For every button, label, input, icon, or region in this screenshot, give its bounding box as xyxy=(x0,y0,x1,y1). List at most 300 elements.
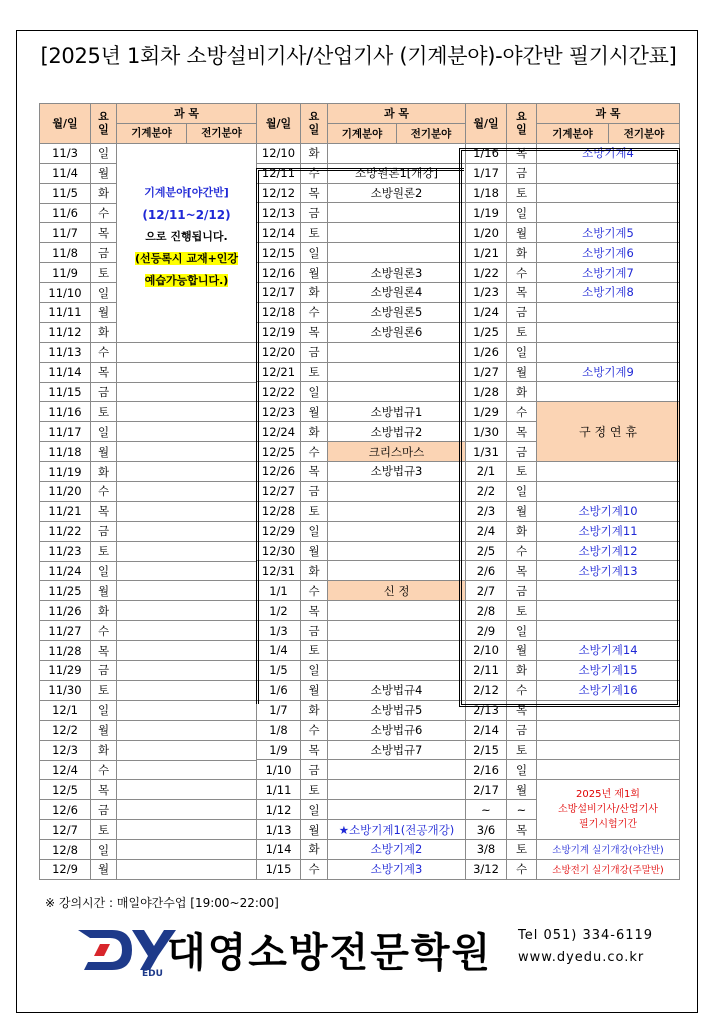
table-row xyxy=(40,422,257,442)
table-row xyxy=(257,601,466,621)
day-cell: 화 xyxy=(91,462,117,482)
header-elec: 전기분야 xyxy=(609,123,680,143)
day-cell: 목 xyxy=(301,601,328,621)
subject-cell: 소방법규6 xyxy=(328,720,466,740)
subject-cell xyxy=(328,601,466,621)
subject-cell: 소방기계13 xyxy=(537,561,680,581)
table-row xyxy=(466,700,680,720)
day-cell: 월 xyxy=(301,263,328,283)
header-mech: 기계분야 xyxy=(328,123,397,143)
subject-cell xyxy=(537,581,680,601)
date-cell: 2/17 xyxy=(466,780,507,800)
date-cell: 11/12 xyxy=(40,322,91,342)
table-row xyxy=(257,442,466,462)
table-row xyxy=(466,481,680,501)
table-row xyxy=(40,581,257,601)
table-row xyxy=(466,342,680,362)
table-row xyxy=(40,402,257,422)
date-cell: 12/24 xyxy=(257,422,301,442)
subject-cell xyxy=(328,780,466,800)
day-cell: 토 xyxy=(301,501,328,521)
date-cell: 1/25 xyxy=(466,322,507,342)
table-row xyxy=(40,342,257,362)
date-cell: 12/11 xyxy=(257,163,301,183)
subject-cell xyxy=(537,481,680,501)
day-cell: 토 xyxy=(507,601,537,621)
date-cell: 12/26 xyxy=(257,462,301,482)
day-cell: 화 xyxy=(507,660,537,680)
table-row xyxy=(40,362,257,382)
subject-cell xyxy=(537,342,680,362)
date-cell: 12/6 xyxy=(40,800,91,820)
date-cell: 11/3 xyxy=(40,143,91,163)
day-cell: 수 xyxy=(507,263,537,283)
day-cell: 금 xyxy=(507,163,537,183)
date-cell: 12/14 xyxy=(257,223,301,243)
table-row xyxy=(257,780,466,800)
date-cell: 1/15 xyxy=(257,859,301,879)
table-row xyxy=(40,800,257,820)
date-cell: 11/22 xyxy=(40,521,91,541)
date-cell: 2/12 xyxy=(466,680,507,700)
header-date: 월/일 xyxy=(257,104,301,144)
date-cell: 12/30 xyxy=(257,541,301,561)
date-cell: 11/5 xyxy=(40,183,91,203)
day-cell: 목 xyxy=(507,143,537,163)
day-cell: 일 xyxy=(91,700,117,720)
subject-cell xyxy=(117,521,257,541)
header-mech: 기계분야 xyxy=(537,123,609,143)
date-cell: 1/12 xyxy=(257,800,301,820)
day-cell: 토 xyxy=(91,541,117,561)
subject-cell xyxy=(328,660,466,680)
day-cell: 금 xyxy=(91,521,117,541)
subject-cell xyxy=(117,800,257,820)
subject-cell: 소방법규2 xyxy=(328,422,466,442)
subject-cell xyxy=(117,700,257,720)
date-cell: 1/20 xyxy=(466,223,507,243)
table-row xyxy=(466,720,680,740)
date-cell: 1/13 xyxy=(257,820,301,840)
subject-cell: ★소방기계1(전공개강) xyxy=(328,820,466,840)
subject-cell xyxy=(537,462,680,482)
table-row xyxy=(466,660,680,680)
date-cell: 11/11 xyxy=(40,303,91,323)
day-cell: 토 xyxy=(507,839,537,859)
header-mech: 기계분야 xyxy=(117,124,187,143)
website: www.dyedu.co.kr xyxy=(518,950,645,965)
date-cell: 11/28 xyxy=(40,641,91,661)
day-cell: 목 xyxy=(91,362,117,382)
date-cell: 1/16 xyxy=(466,143,507,163)
day-cell: 월 xyxy=(91,303,117,323)
day-cell: 일 xyxy=(91,283,117,303)
header-date: 월/일 xyxy=(40,104,91,144)
subject-cell xyxy=(537,203,680,223)
table-row xyxy=(257,760,466,780)
table-row xyxy=(40,442,257,462)
table-row xyxy=(40,641,257,661)
table-row xyxy=(466,541,680,561)
day-cell: 금 xyxy=(301,621,328,641)
subject-cell xyxy=(117,720,257,740)
subject-cell xyxy=(117,859,257,879)
table-row xyxy=(466,561,680,581)
table-row xyxy=(257,203,466,223)
date-cell: 12/25 xyxy=(257,442,301,462)
day-cell: 수 xyxy=(91,621,117,641)
table-row xyxy=(257,521,466,541)
date-cell: 1/17 xyxy=(466,163,507,183)
date-cell: 1/7 xyxy=(257,700,301,720)
subject-cell: 소방법규3 xyxy=(328,462,466,482)
table-row xyxy=(257,243,466,263)
date-cell: 1/19 xyxy=(466,203,507,223)
subject-cell xyxy=(117,561,257,581)
header-date: 월/일 xyxy=(466,104,507,144)
date-cell: 1/27 xyxy=(466,362,507,382)
day-cell: 토 xyxy=(301,780,328,800)
day-cell: 토 xyxy=(91,680,117,700)
date-cell: 1/26 xyxy=(466,342,507,362)
subject-cell: 소방기계12 xyxy=(537,541,680,561)
day-cell: 화 xyxy=(301,422,328,442)
day-cell: 월 xyxy=(301,680,328,700)
date-cell: 11/26 xyxy=(40,601,91,621)
table-row xyxy=(40,661,257,681)
date-cell: 11/13 xyxy=(40,342,91,362)
day-cell: 월 xyxy=(301,541,328,561)
table-row xyxy=(257,462,466,482)
day-cell: 월 xyxy=(91,720,117,740)
table-row xyxy=(257,342,466,362)
date-cell: ~ xyxy=(466,800,507,820)
day-cell: 일 xyxy=(507,621,537,641)
exam-line2: 소방설비기사/산업기사 xyxy=(558,804,658,816)
date-cell: 2/6 xyxy=(466,561,507,581)
date-cell: 12/3 xyxy=(40,740,91,760)
day-cell: 월 xyxy=(301,402,328,422)
day-cell: 월 xyxy=(91,859,117,879)
day-cell: 목 xyxy=(91,223,117,243)
subject-cell xyxy=(117,641,257,661)
day-cell: 일 xyxy=(301,521,328,541)
table-row xyxy=(257,283,466,303)
day-cell: 목 xyxy=(301,322,328,342)
notice-line2: (12/11~2/12) xyxy=(142,207,231,222)
day-cell: 토 xyxy=(301,362,328,382)
table-row xyxy=(466,501,680,521)
subject-cell xyxy=(117,820,257,840)
tel: Tel 051) 334-6119 xyxy=(518,928,654,943)
table-row xyxy=(40,462,257,482)
table-row xyxy=(466,462,680,482)
day-cell: 금 xyxy=(91,243,117,263)
day-cell: 화 xyxy=(507,521,537,541)
day-cell: 일 xyxy=(301,660,328,680)
subject-cell: 소방기계4 xyxy=(537,143,680,163)
day-cell: 화 xyxy=(301,283,328,303)
day-cell: 목 xyxy=(507,700,537,720)
subject-cell xyxy=(117,740,257,760)
logo-sub: EDU xyxy=(142,969,163,978)
table-row xyxy=(466,322,680,342)
day-cell: 일 xyxy=(91,422,117,442)
subject-cell xyxy=(328,203,466,223)
table-row xyxy=(257,680,466,700)
date-cell: 2/9 xyxy=(466,621,507,641)
subject-cell xyxy=(328,501,466,521)
date-cell: 2/10 xyxy=(466,641,507,661)
date-cell: 11/7 xyxy=(40,223,91,243)
subject-cell xyxy=(537,621,680,641)
day-cell: 화 xyxy=(301,143,328,163)
date-cell: 11/17 xyxy=(40,422,91,442)
subject-cell xyxy=(328,223,466,243)
subject-cell: 소방법규4 xyxy=(328,680,466,700)
table-row xyxy=(466,780,680,800)
date-cell: 11/6 xyxy=(40,203,91,223)
subject-cell xyxy=(328,641,466,661)
date-cell: 1/2 xyxy=(257,601,301,621)
subject-cell: 소방기계 실기개강(야간반) xyxy=(537,839,680,859)
date-cell: 12/10 xyxy=(257,143,301,163)
header-day: 요 일 xyxy=(91,104,117,144)
table-row xyxy=(257,720,466,740)
date-cell: 12/22 xyxy=(257,382,301,402)
subject-cell xyxy=(328,382,466,402)
date-cell: 3/12 xyxy=(466,859,507,879)
day-cell: 화 xyxy=(301,700,328,720)
table-row xyxy=(466,859,680,879)
lecture-time-note: ※ 강의시간 : 매일야간수업 [19:00~22:00] xyxy=(45,896,279,910)
table-row xyxy=(40,820,257,840)
schedule-table-2 xyxy=(256,103,466,880)
date-cell: 12/5 xyxy=(40,780,91,800)
header-subject: 과 목 xyxy=(537,104,680,124)
table-row xyxy=(257,859,466,879)
day-cell: 수 xyxy=(91,760,117,780)
table-row xyxy=(257,561,466,581)
table-row xyxy=(466,143,680,163)
day-cell: 토 xyxy=(91,820,117,840)
schedule-table-3 xyxy=(465,103,680,880)
header-elec: 전기분야 xyxy=(397,123,466,143)
date-cell: 12/28 xyxy=(257,501,301,521)
subject-cell xyxy=(117,482,257,502)
table-row xyxy=(257,422,466,442)
table-row xyxy=(257,183,466,203)
date-cell: 11/16 xyxy=(40,402,91,422)
academy-name: 대영소방전문학원 xyxy=(167,930,493,976)
date-cell: 2/13 xyxy=(466,700,507,720)
date-cell: 2/11 xyxy=(466,660,507,680)
day-cell: 금 xyxy=(301,203,328,223)
subject-cell xyxy=(328,342,466,362)
date-cell: 11/14 xyxy=(40,362,91,382)
subject-cell xyxy=(328,481,466,501)
subject-cell xyxy=(537,740,680,760)
table-row xyxy=(466,362,680,382)
date-cell: 12/13 xyxy=(257,203,301,223)
day-cell: 금 xyxy=(301,481,328,501)
header-mech-elec xyxy=(117,123,257,143)
day-cell: 목 xyxy=(507,561,537,581)
date-cell: 12/31 xyxy=(257,561,301,581)
date-cell: 11/8 xyxy=(40,243,91,263)
table-row xyxy=(466,283,680,303)
day-cell: 수 xyxy=(91,482,117,502)
table-row xyxy=(40,760,257,780)
date-cell: 11/10 xyxy=(40,283,91,303)
table-row xyxy=(40,780,257,800)
date-cell: 11/21 xyxy=(40,501,91,521)
subject-cell: 소방법규1 xyxy=(328,402,466,422)
table-row xyxy=(466,243,680,263)
day-cell: 월 xyxy=(91,442,117,462)
table-row xyxy=(257,541,466,561)
day-cell: 수 xyxy=(301,442,328,462)
subject-cell: 소방원론5 xyxy=(328,302,466,322)
date-cell: 11/30 xyxy=(40,680,91,700)
day-cell: 목 xyxy=(507,422,537,442)
day-cell: 토 xyxy=(91,263,117,283)
subject-cell xyxy=(537,302,680,322)
exam-period-cell xyxy=(537,780,680,840)
date-cell: 2/5 xyxy=(466,541,507,561)
date-cell: 1/11 xyxy=(257,780,301,800)
subject-cell: 소방법규7 xyxy=(328,740,466,760)
table-row xyxy=(257,263,466,283)
subject-cell: 소방원론6 xyxy=(328,322,466,342)
date-cell: 12/15 xyxy=(257,243,301,263)
subject-cell: 소방기계2 xyxy=(328,839,466,859)
table-row xyxy=(40,143,257,163)
date-cell: 2/4 xyxy=(466,521,507,541)
table-row xyxy=(466,740,680,760)
exam-line3: 필기시험기간 xyxy=(579,819,637,831)
table-row xyxy=(40,601,257,621)
table-row xyxy=(257,641,466,661)
subject-cell: 소방기계9 xyxy=(537,362,680,382)
subject-cell xyxy=(117,780,257,800)
table-row xyxy=(257,302,466,322)
subject-cell xyxy=(328,800,466,820)
day-cell: 월 xyxy=(301,820,328,840)
subject-cell xyxy=(328,760,466,780)
table-row xyxy=(466,641,680,661)
subject-cell xyxy=(328,621,466,641)
subject-cell xyxy=(117,541,257,561)
date-cell: 1/23 xyxy=(466,283,507,303)
date-cell: 2/16 xyxy=(466,760,507,780)
date-cell: 11/23 xyxy=(40,541,91,561)
date-cell: 1/29 xyxy=(466,402,507,422)
table-row xyxy=(40,740,257,760)
table-row xyxy=(40,561,257,581)
subject-cell xyxy=(117,342,257,362)
subject-cell xyxy=(117,362,257,382)
table-row xyxy=(257,143,466,163)
table-row xyxy=(466,680,680,700)
day-cell: 토 xyxy=(301,641,328,661)
day-cell: 화 xyxy=(301,561,328,581)
subject-cell: 소방전기 실기개강(주말반) xyxy=(537,859,680,879)
subject-cell xyxy=(537,601,680,621)
day-cell: 일 xyxy=(91,561,117,581)
day-cell: 화 xyxy=(507,382,537,402)
subject-cell xyxy=(328,541,466,561)
subject-cell: 소방기계6 xyxy=(537,243,680,263)
day-cell: 일 xyxy=(301,800,328,820)
date-cell: 12/9 xyxy=(40,859,91,879)
subject-cell xyxy=(328,561,466,581)
day-cell: 화 xyxy=(507,243,537,263)
table-row xyxy=(257,223,466,243)
date-cell: 12/21 xyxy=(257,362,301,382)
subject-cell: 크리스마스 xyxy=(328,442,466,462)
subject-cell xyxy=(117,422,257,442)
day-cell: 화 xyxy=(301,839,328,859)
day-cell: 일 xyxy=(91,840,117,860)
subject-cell xyxy=(117,621,257,641)
table-row xyxy=(466,223,680,243)
header-subject: 과 목 xyxy=(328,104,466,124)
table-row xyxy=(257,621,466,641)
subject-cell: 신 정 xyxy=(328,581,466,601)
table-row xyxy=(257,362,466,382)
subject-cell xyxy=(328,521,466,541)
subject-cell xyxy=(537,163,680,183)
table-row xyxy=(466,203,680,223)
day-cell: 일 xyxy=(507,481,537,501)
date-cell: 1/3 xyxy=(257,621,301,641)
subject-cell xyxy=(537,700,680,720)
date-cell: 2/14 xyxy=(466,720,507,740)
date-cell: 1/22 xyxy=(466,263,507,283)
day-cell: 목 xyxy=(301,740,328,760)
page-title: [2025년 1회차 소방설비기사/산업기사 (기계분야)-야간반 필기시간표] xyxy=(40,44,677,68)
day-cell: ~ xyxy=(507,800,537,820)
day-cell: 일 xyxy=(301,243,328,263)
day-cell: 목 xyxy=(301,462,328,482)
exam-line1: 2025년 제1회 xyxy=(576,789,640,801)
day-cell: 수 xyxy=(507,402,537,422)
date-cell: 2/8 xyxy=(466,601,507,621)
day-cell: 목 xyxy=(91,501,117,521)
table-row xyxy=(466,163,680,183)
day-cell: 수 xyxy=(507,859,537,879)
subject-cell xyxy=(117,501,257,521)
subject-cell xyxy=(328,362,466,382)
table-row xyxy=(257,740,466,760)
subject-cell xyxy=(117,661,257,681)
date-cell: 12/19 xyxy=(257,322,301,342)
table-row xyxy=(40,482,257,502)
date-cell: 2/7 xyxy=(466,581,507,601)
table-row xyxy=(257,800,466,820)
day-cell: 금 xyxy=(507,302,537,322)
day-cell: 목 xyxy=(507,283,537,303)
date-cell: 2/1 xyxy=(466,462,507,482)
date-cell: 12/20 xyxy=(257,342,301,362)
subject-cell: 소방기계5 xyxy=(537,223,680,243)
day-cell: 금 xyxy=(91,661,117,681)
date-cell: 11/4 xyxy=(40,163,91,183)
day-cell: 목 xyxy=(91,641,117,661)
table-row xyxy=(40,840,257,860)
table-row xyxy=(257,402,466,422)
